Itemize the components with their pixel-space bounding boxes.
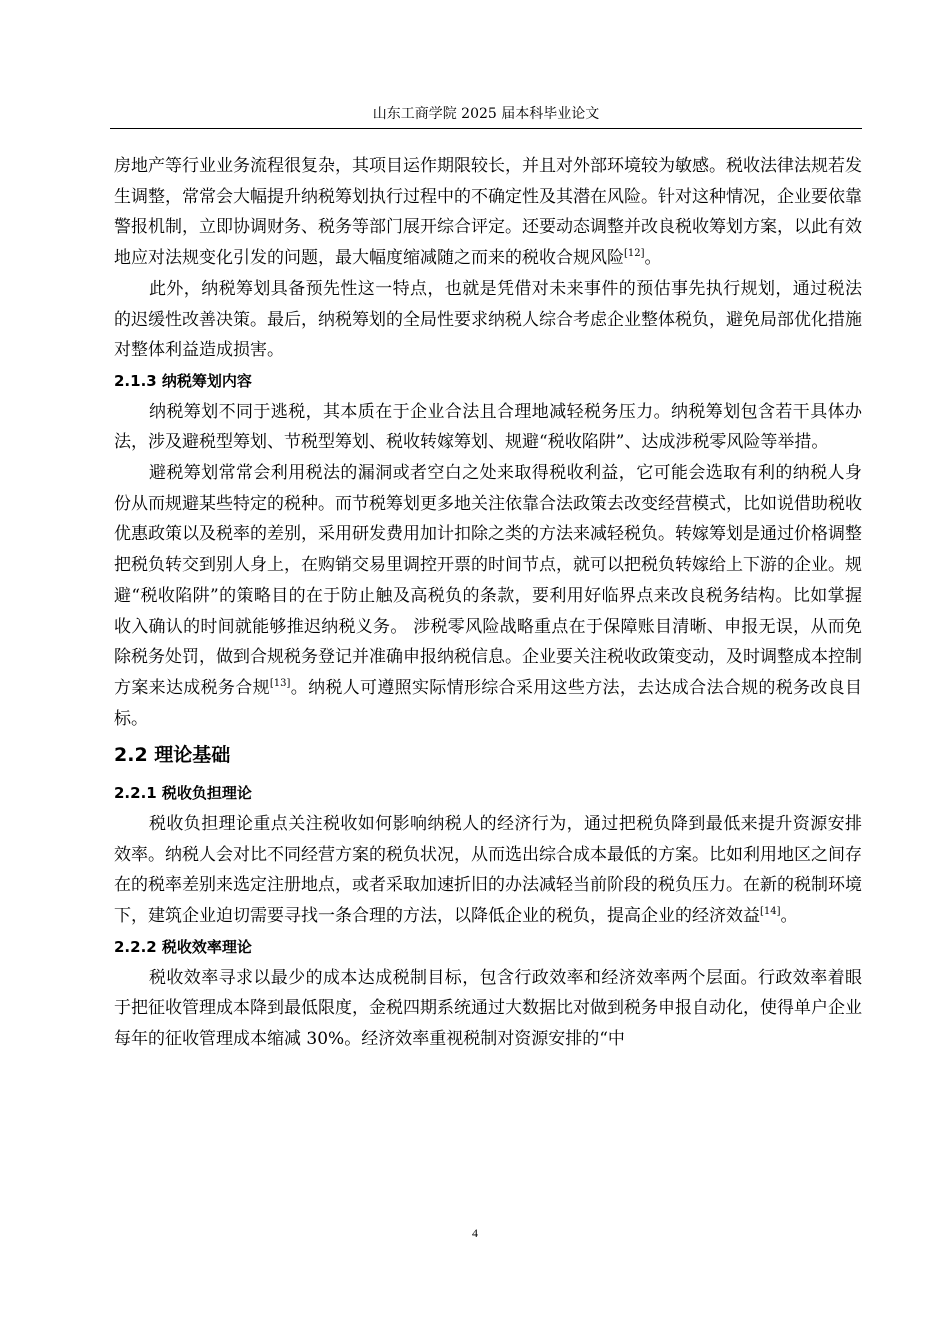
citation: [12] [624, 248, 645, 260]
paragraph-text: 。 [644, 248, 662, 269]
paragraph: 纳税筹划不同于逃税，其本质在于企业合法且合理地减轻税务压力。纳税筹划包含若干具体办法，涉及避税型筹划、节税型筹划、税收转嫁筹划、规避“税收陷阱”、达成涉税零风险等举措。 [114, 401, 862, 453]
header-rule [110, 128, 862, 129]
paragraph-text: 房地产等行业业务流程很复杂，其项目运作期限较长，并且对外部环境较为敏感。税收法律法规若发生调整，常常会大幅提升纳税筹划执行过程中的不确定性及其潜在风险。针对这种情况，企业要依靠警报机制，立即协调财务、税务等部门展开综合评定。还要动态调整并改良税收筹划方案，以此有效地应对法规变化引发的问题，最大幅度缩减随之而来的税收合规风险 [114, 156, 862, 269]
page-number: 4 [472, 1226, 478, 1240]
paragraph [114, 458, 862, 734]
running-header: 山东工商学院 2025 届本科毕业论文 [372, 106, 600, 122]
paragraph-text: 税收负担理论重点关注税收如何影响纳税人的经济行为，通过把税负降到最低来提升资源安排效率。纳税人会对比不同经营方案的税负状况，从而选出综合成本最低的方案。比如利用地区之间存在的税率差别来选定注册地点，或者采取加速折旧的办法减轻当前阶段的税负压力。在新的税制环境下，建筑企业迫切需要寻找一条合理的方法，以降低企业的税负，提高企业的经济效益 [114, 814, 862, 927]
section-heading-2-1-3: 2.1.3 纳税筹划内容 [114, 371, 252, 390]
citation: [13] [269, 677, 291, 689]
paragraph: 税收效率寻求以最少的成本达成税制目标，包含行政效率和经济效率两个层面。行政效率着眼于把征收管理成本降到最低限度，金税四期系统通过大数据比对做到税务申报自动化，使得单户企业每年的征收管理成本缩减 30%。经济效率重视税制对资源安排的“中 [114, 967, 862, 1049]
section-heading-2-2-2: 2.2.2 税收效率理论 [114, 937, 252, 956]
paragraph-text: 。 [780, 906, 798, 927]
citation: [14] [760, 906, 781, 918]
body-content [114, 151, 862, 1055]
paragraph [114, 151, 862, 274]
paragraph-text: 。纳税人可遵照实际情形综合采用这些方法，去达成合法合规的税务改良目标。 [114, 677, 863, 729]
paragraph [114, 809, 862, 932]
section-heading-2-2: 2.2 理论基础 [114, 744, 231, 767]
paragraph-text: 避税筹划常常会利用税法的漏洞或者空白之处来取得税收利益，它可能会选取有利的纳税人身份从而规避某些特定的税种。而节税筹划更多地关注依靠合法政策去改变经营模式，比如说借助税收优惠政策以及税率的差别，采用研发费用加计扣除之类的方法来减轻税负。转嫁筹划是通过价格调整把税负转交到别人身上，在购销交易里调控开票的时间节点，就可以把税负转嫁给上下游的企业。规避“税收陷阱”的策略目的在于防止触及高税负的条款，要利用好临界点来改良税务结构。比如掌握收入确认的时间就能够推迟纳税义务。 涉税零风险战略重点在于保障账目清晰、申报无误，从而免除税务处罚，做到合规税务登记并准确申报纳税信息。企业要关注税收政策变动，及时调整成本控制方案来达成税务合规 [114, 463, 862, 698]
paragraph: 此外，纳税筹划具备预先性这一特点，也就是凭借对未来事件的预估事先执行规划，通过税法的迟缓性改善决策。最后，纳税筹划的全局性要求纳税人综合考虑企业整体税负，避免局部优化措施对整体利益造成损害。 [114, 278, 862, 361]
section-heading-2-2-1: 2.2.1 税收负担理论 [114, 784, 252, 803]
